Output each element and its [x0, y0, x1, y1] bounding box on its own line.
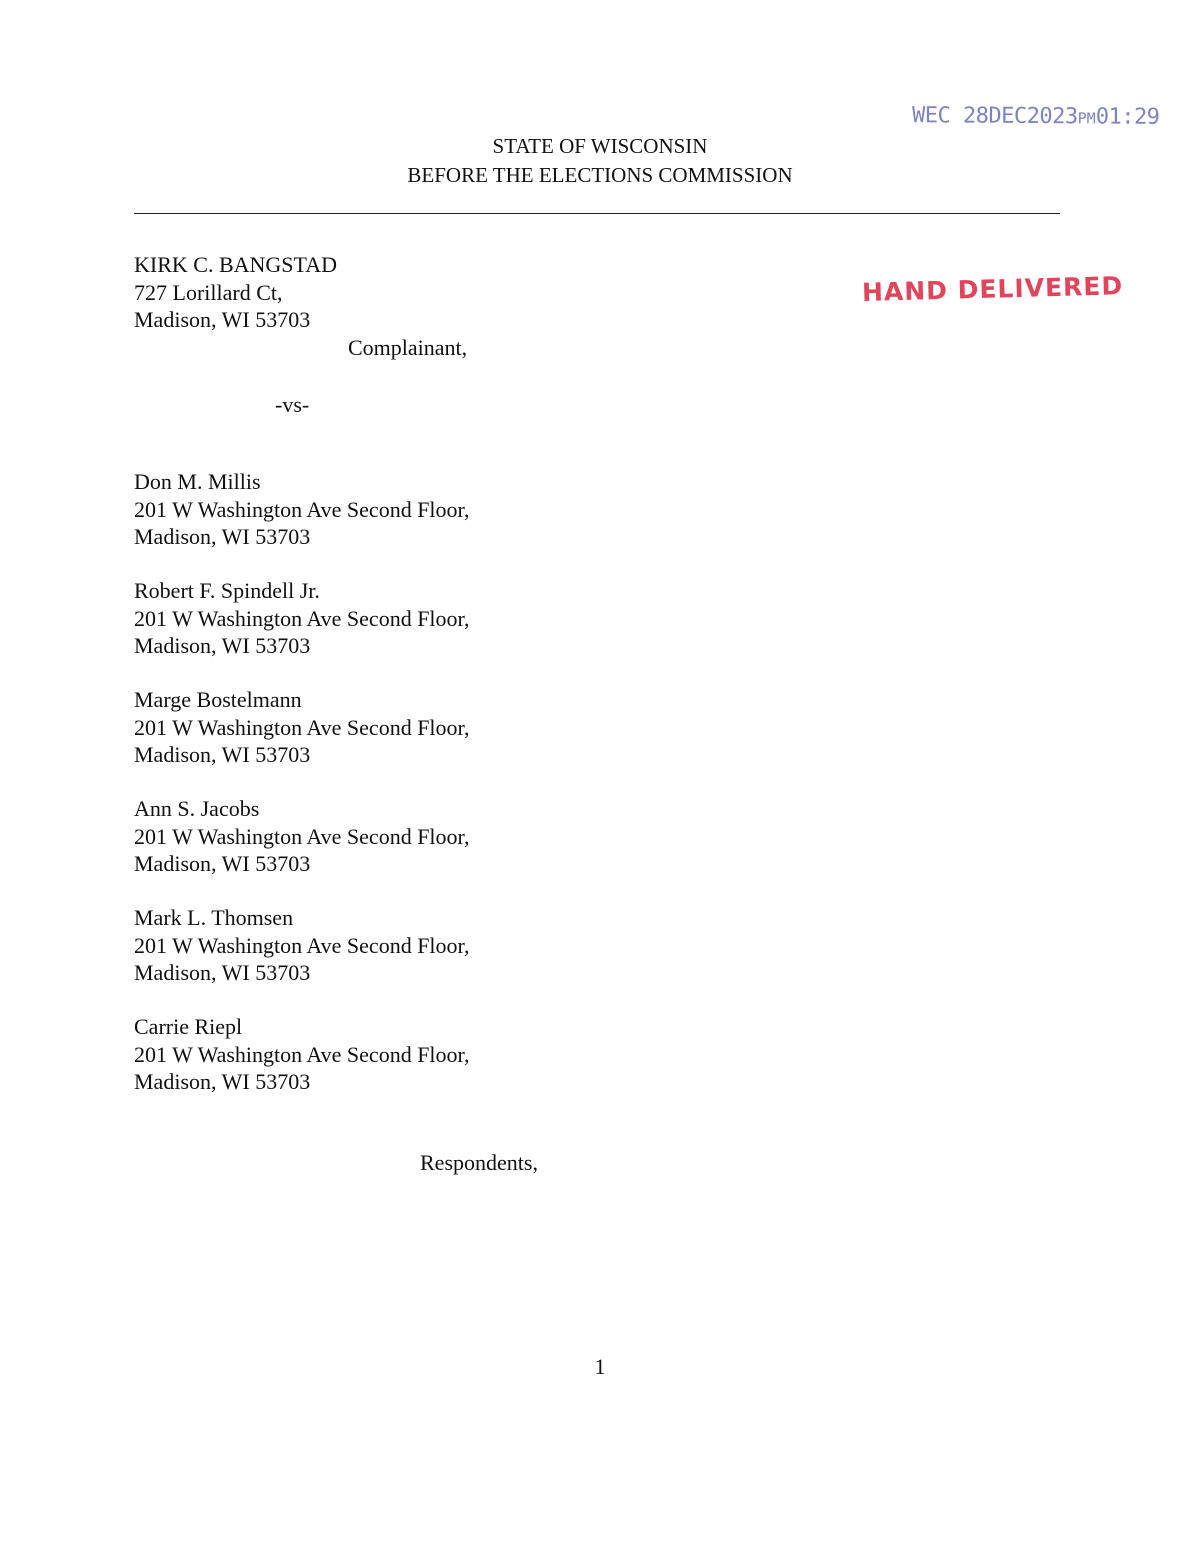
heading-state: STATE OF WISCONSIN: [492, 134, 708, 158]
respondent-block: [134, 686, 470, 769]
respondent-address-line1: 201 W Washington Ave Second Floor,: [134, 496, 470, 522]
versus-label: -vs-: [275, 392, 310, 417]
respondent-block: [134, 577, 470, 660]
respondent-address-line1: 201 W Washington Ave Second Floor,: [134, 932, 470, 958]
hand-delivered-stamp: HAND DELIVERED: [861, 271, 1124, 307]
complainant-role: Complainant,: [348, 335, 468, 360]
stamp-date-prefix: WEC 28DEC2023: [911, 103, 1078, 130]
complainant-name: KIRK C. BANGSTAD: [134, 252, 337, 277]
respondent-address-line1: 201 W Washington Ave Second Floor,: [134, 714, 470, 740]
respondent-address-line2: Madison, WI 53703: [134, 742, 311, 767]
respondent-name: Ann S. Jacobs: [134, 796, 260, 821]
respondent-name: Don M. Millis: [134, 469, 261, 494]
page-number: 1: [594, 1354, 606, 1379]
complainant-address-line2: Madison, WI 53703: [134, 307, 311, 332]
respondent-name: Robert F. Spindell Jr.: [134, 578, 320, 603]
respondent-address-line2: Madison, WI 53703: [134, 851, 311, 876]
complainant-address-line1: 727 Lorillard Ct,: [134, 279, 283, 305]
respondent-name: Marge Bostelmann: [134, 687, 302, 712]
respondent-address-line1: 201 W Washington Ave Second Floor,: [134, 605, 470, 631]
respondent-name: Mark L. Thomsen: [134, 905, 294, 930]
respondent-address-line1: 201 W Washington Ave Second Floor,: [134, 1041, 470, 1067]
respondent-block: [134, 468, 470, 551]
heading-divider: [134, 213, 1060, 214]
complainant-block: [134, 251, 337, 334]
stamp-ampm: PM: [1077, 109, 1096, 128]
respondent-name: Carrie Riepl: [134, 1014, 243, 1039]
respondent-address-line2: Madison, WI 53703: [134, 1069, 311, 1094]
received-date-stamp: [912, 103, 1160, 130]
respondent-block: [134, 795, 470, 878]
respondents-role: Respondents,: [420, 1150, 538, 1175]
respondent-block: [134, 1013, 470, 1096]
respondent-address-line2: Madison, WI 53703: [134, 524, 311, 549]
respondent-block: [134, 904, 470, 987]
stamp-time: 01:29: [1095, 104, 1160, 130]
respondent-address-line1: 201 W Washington Ave Second Floor,: [134, 823, 470, 849]
respondent-address-line2: Madison, WI 53703: [134, 960, 311, 985]
respondent-address-line2: Madison, WI 53703: [134, 633, 311, 658]
heading-commission: BEFORE THE ELECTIONS COMMISSION: [407, 163, 793, 187]
